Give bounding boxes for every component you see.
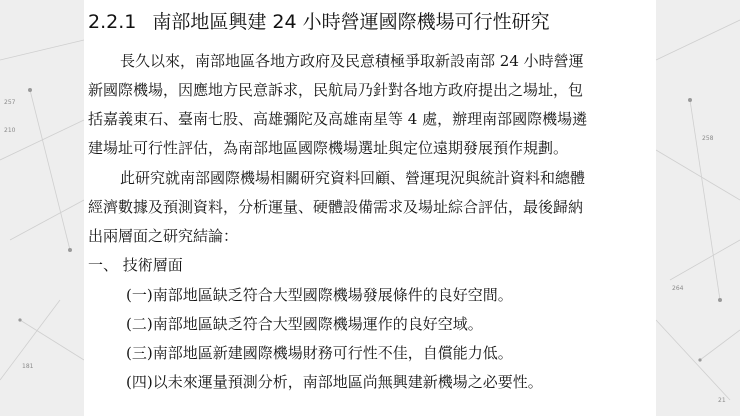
paragraph-line: 長久以來，南部地區各地方政府及民意積極爭取新設南部 24 小時營運	[120, 52, 584, 70]
subsection-label: 一、 技術層面	[88, 256, 183, 274]
list-item: (二)南部地區缺乏符合大型國際機場運作的良好空域。	[126, 315, 483, 333]
section-number: 2.2.1	[88, 11, 137, 33]
list-item: (四)以未來運量預測分析，南部地區尚無興建新機場之必要性。	[126, 373, 543, 391]
list-item: (三)南部地區新建國際機場財務可行性不佳，自償能力低。	[126, 344, 513, 362]
tick-label: 264	[672, 285, 684, 292]
paragraph-line: 經濟數據及預測資料，分析運量、硬體設備需求及場址綜合評估，最後歸納	[88, 198, 584, 216]
section-title: 南部地區興建 24 小時營運國際機場可行性研究	[152, 11, 550, 33]
document-page	[84, 0, 656, 416]
list-item: (一)南部地區缺乏符合大型國際機場發展條件的良好空間。	[126, 286, 513, 304]
section-heading	[88, 8, 648, 36]
paragraph-line: 括嘉義東石、臺南七股、高雄彌陀及高雄南星等 4 處，辦理南部國際機場遴	[88, 110, 588, 128]
paragraph-line: 出兩層面之研究結論：	[88, 227, 239, 245]
tick-label: 181	[22, 363, 34, 370]
paragraph-line: 此研究就南部國際機場相關研究資料回顧、營運現況與統計資料和總體	[120, 169, 586, 187]
paragraph-line: 新國際機場，因應地方民意訴求，民航局乃針對各地方政府提出之場址，包	[88, 81, 584, 99]
tick-label: 257	[4, 99, 16, 106]
paragraph-line: 建場址可行性評估，為南部地區國際機場選址與定位遠期發展預作規劃。	[88, 139, 569, 157]
tick-label: 258	[702, 135, 714, 142]
tick-label: 21	[718, 397, 726, 404]
tick-label: 210	[4, 127, 16, 134]
